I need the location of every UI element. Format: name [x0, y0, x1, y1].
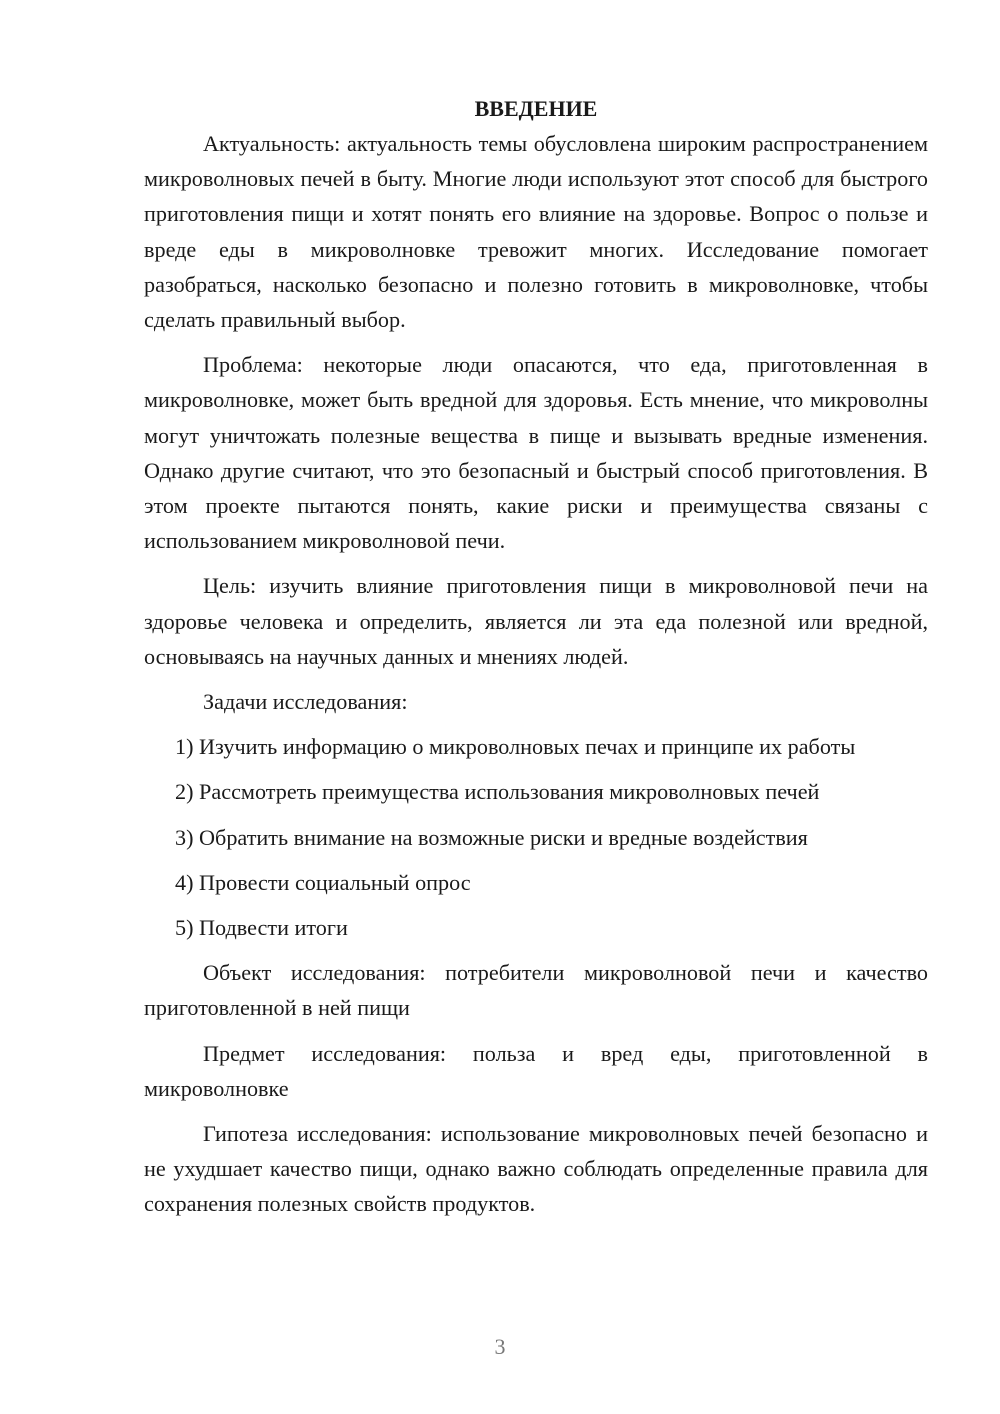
- list-item: 2) Рассмотреть преимущества использования микроволновых печей: [175, 779, 820, 805]
- list-item: 1) Изучить информацию о микроволновых печах и принципе их работы: [175, 734, 856, 760]
- section-title: ВВЕДЕНИЕ: [474, 96, 598, 121]
- hypothesis-paragraph: Гипотеза исследования: использование микроволновых печей безопасно и не ухудшает качество пищи, однако важно соблюдать определенные правила для сохранения полезных свойств продуктов.: [144, 1121, 928, 1217]
- document-page: [144, 92, 928, 1232]
- subject-paragraph: Предмет исследования: польза и вред еды, приготовленной в микроволновке: [144, 1040, 928, 1101]
- problem-paragraph: Проблема: некоторые люди опасаются, что еда, приготовленная в микроволновке, может быть вредной для здоровья. Есть мнение, что микроволны могут уничтожать полезные вещества в пище и вызывать вредные изменения. Однако другие считают, что это безопасный и быстрый способ приготовления. В этом проекте пытаются понять, какие риски и преимущества связаны с использованием микроволновой печи.: [144, 352, 928, 554]
- page-number: 3: [494, 1334, 506, 1359]
- object-paragraph: Объект исследования: потребители микроволновой печи и качество приготовленной в ней пищи: [144, 960, 928, 1021]
- list-item: 3) Обратить внимание на возможные риски и вредные воздействия: [175, 824, 808, 850]
- goal-paragraph: Цель: изучить влияние приготовления пищи в микроволновой печи на здоровье человека и определить, является ли эта еда полезной или вредной, основываясь на научных данных и мнениях людей.: [144, 573, 928, 669]
- list-item: 5) Подвести итоги: [175, 915, 348, 941]
- tasks-heading: Задачи исследования:: [203, 689, 408, 715]
- list-item: 4) Провести социальный опрос: [175, 869, 471, 895]
- tasks-list: [144, 729, 928, 945]
- relevance-paragraph: Актуальность: актуальность темы обусловлена широким распространением микроволновых печей в быту. Многие люди используют этот способ для быстрого приготовления пищи и хотят понять его влияние на здоровье. Вопрос о пользе и вреде еды в микроволновке тревожит многих. Исследование помогает разобраться, насколько безопасно и полезно готовить в микроволновке, чтобы сделать правильный выбор.: [144, 131, 928, 333]
